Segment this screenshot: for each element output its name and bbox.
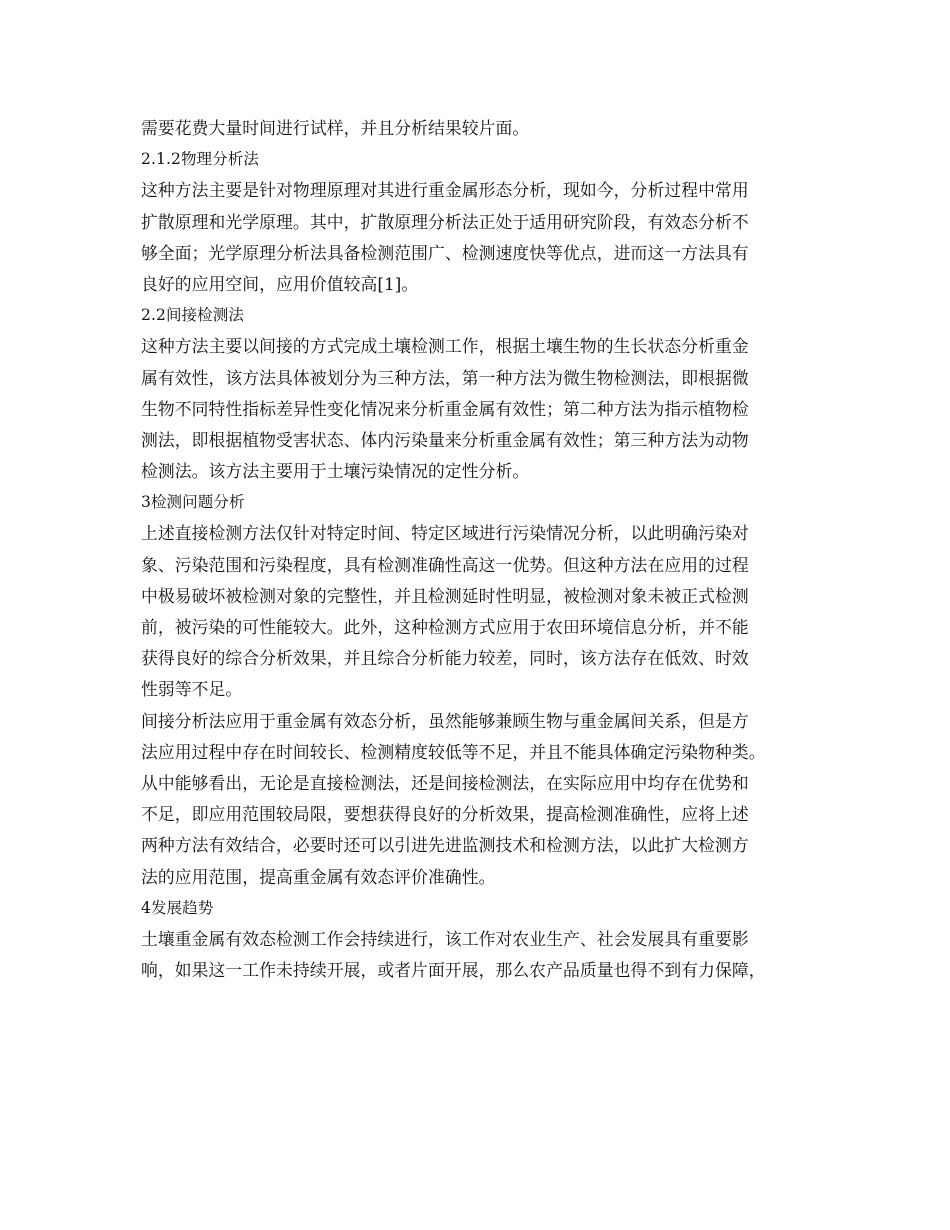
text-line: 这种方法主要以间接的方式完成土壤检测工作，根据土壤生物的生长状态分析重金 xyxy=(141,336,749,357)
text-line: 从中能够看出，无论是直接检测法，还是间接检测法，在实际应用中均存在优势和 xyxy=(141,772,749,793)
text-line: 这种方法主要是针对物理原理对其进行重金属形态分析，现如今，分析过程中常用 xyxy=(141,180,749,201)
text-line: 中极易破坏被检测对象的完整性，并且检测延时性明显，被检测对象未被正式检测 xyxy=(141,585,749,606)
text-line: 响，如果这一工作未持续开展，或者片面开展，那么农产品质量也得不到有力保障， xyxy=(141,960,766,981)
text-line: 不足，即应用范围较局限，要想获得良好的分析效果，提高检测准确性，应将上述 xyxy=(141,804,749,825)
text-line: 良好的应用空间，应用价值较高[1]。 xyxy=(141,273,419,294)
text-line: 法的应用范围，提高重金属有效态评价准确性。 xyxy=(141,866,496,887)
section-heading-2-1-2: 2.1.2物理分析法 xyxy=(141,150,259,169)
text-line: 上述直接检测方法仅针对特定时间、特定区域进行污染情况分析，以此明确污染对 xyxy=(141,523,749,544)
text-line: 前，被污染的可性能较大。此外，这种检测方式应用于农田环境信息分析，并不能 xyxy=(141,617,749,637)
text-line: 测法，即根据植物受害状态、体内污染量来分析重金属有效性；第三种方法为动物 xyxy=(141,429,749,450)
text-line: 扩散原理和光学原理。其中，扩散原理分析法正处于适用研究阶段，有效态分析不 xyxy=(141,211,749,232)
text-line: 生物不同特性指标差异性变化情况来分析重金属有效性；第二种方法为指示植物检 xyxy=(141,398,749,419)
section-heading-2-2: 2.2间接检测法 xyxy=(141,306,244,325)
text-line: 获得良好的综合分析效果，并且综合分析能力较差，同时，该方法存在低效、时效 xyxy=(141,648,749,669)
text-line: 两种方法有效结合，必要时还可以引进先进监测技术和检测方法，以此扩大检测方 xyxy=(141,835,749,856)
section-heading-3: 3检测问题分析 xyxy=(141,493,245,512)
text-line: 象、污染范围和污染程度，具有检测准确性高这一优势。但这种方法在应用的过程 xyxy=(141,554,749,575)
text-line: 检测法。该方法主要用于土壤污染情况的定性分析。 xyxy=(141,461,530,482)
text-line: 属有效性，该方法具体被划分为三种方法，第一种方法为微生物检测法，即根据微 xyxy=(141,367,749,388)
text-line: 够全面；光学原理分析法具备检测范围广、检测速度快等优点，进而这一方法具有 xyxy=(141,242,749,263)
text-line: 间接分析法应用于重金属有效态分析，虽然能够兼顾生物与重金属间关系，但是方 xyxy=(141,710,749,731)
document-body xyxy=(141,113,816,986)
text-line: 法应用过程中存在时间较长、检测精度较低等不足，并且不能具体确定污染物种类。 xyxy=(141,741,766,762)
text-line: 性弱等不足。 xyxy=(141,679,243,700)
section-heading-4: 4发展趋势 xyxy=(141,898,214,917)
text-line: 土壤重金属有效态检测工作会持续进行，该工作对农业生产、社会发展具有重要影 xyxy=(141,928,749,949)
text-line: 需要花费大量时间进行试样，并且分析结果较片面。 xyxy=(141,118,530,138)
